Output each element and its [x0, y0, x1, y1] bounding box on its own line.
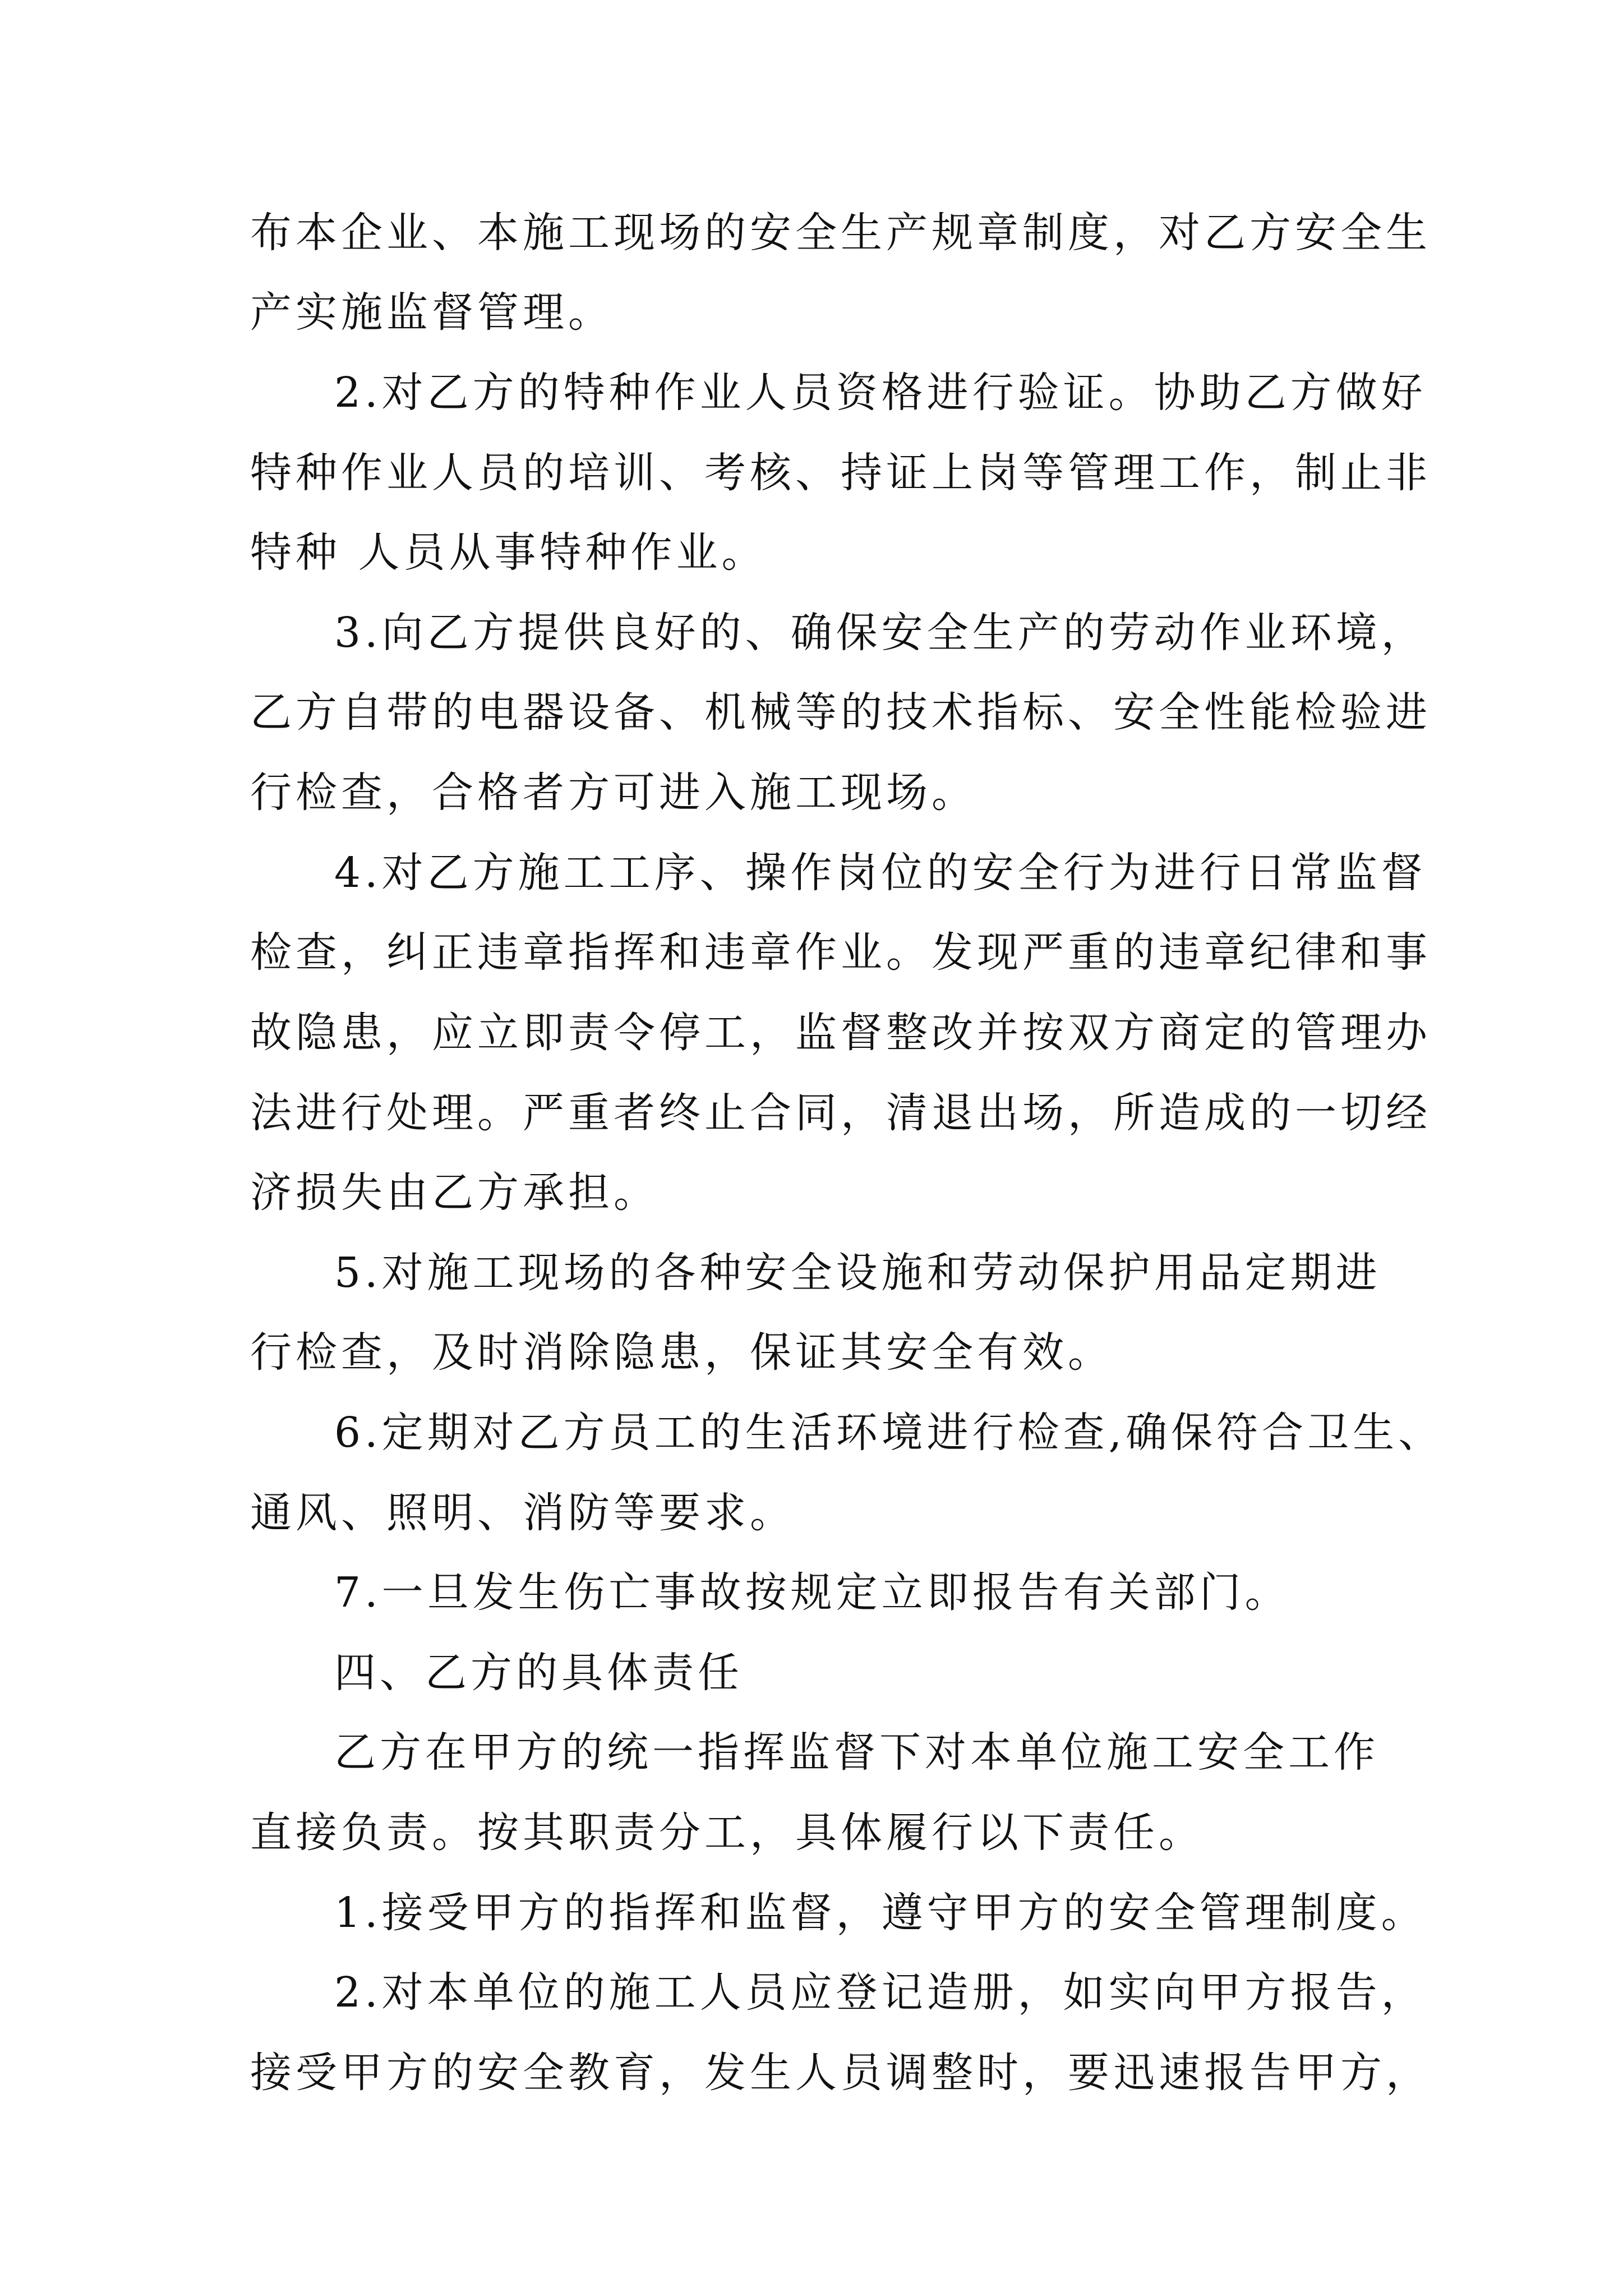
text-line-10: 检查，纠正违章指挥和违章作业。发现严重的违章纪律和事	[250, 928, 1431, 977]
text-line-4: 特种作业人员的培训、考核、持证上岗等管理工作，制止非	[250, 449, 1431, 497]
text-line-15: 行检查，及时消除隐患，保证其安全有效。	[250, 1328, 1113, 1377]
text-line-21: 直接负责。按其职责分工，具体履行以下责任。	[250, 1809, 1204, 1857]
text-line-16: 6.定期对乙方员工的生活环境进行检查,确保符合卫生、	[334, 1409, 1444, 1457]
text-line-8: 行检查，合格者方可进入施工现场。	[250, 769, 977, 817]
text-line-18: 7.一旦发生伤亡事故按规定立即报告有关部门。	[334, 1568, 1290, 1617]
text-line-12: 法进行处理。严重者终止合同，清退出场，所造成的一切经	[250, 1089, 1431, 1137]
section-heading: 四、乙方的具体责任	[334, 1649, 743, 1697]
text-line-22: 1.接受甲方的指挥和监督，遵守甲方的安全管理制度。	[334, 1889, 1427, 1937]
text-line-17: 通风、照明、消防等要求。	[250, 1489, 795, 1537]
text-line-7: 乙方自带的电器设备、机械等的技术指标、安全性能检验进	[250, 688, 1431, 737]
text-line-13: 济损失由乙方承担。	[250, 1168, 659, 1217]
text-line-24: 接受甲方的安全教育，发生人员调整时，要迅速报告甲方，	[250, 2049, 1431, 2097]
text-line-5: 特种 人员从事特种作业。	[250, 528, 767, 577]
text-line-14: 5.对施工现场的各种安全设施和劳动保护用品定期进	[334, 1249, 1381, 1297]
text-line-6: 3.向乙方提供良好的、确保安全生产的劳动作业环境，	[334, 609, 1427, 657]
text-line-9: 4.对乙方施工工序、操作岗位的安全行为进行日常监督	[334, 849, 1427, 897]
text-line-11: 故隐患，应立即责令停工，监督整改并按双方商定的管理办	[250, 1009, 1431, 1057]
text-line-20: 乙方在甲方的统一指挥监督下对本单位施工安全工作	[334, 1728, 1379, 1777]
text-line-3: 2.对乙方的特种作业人员资格进行验证。协助乙方做好	[334, 369, 1427, 417]
text-line-2: 产实施监督管理。	[250, 288, 614, 337]
text-line-23: 2.对本单位的施工人员应登记造册，如实向甲方报告，	[334, 1968, 1427, 2017]
text-line-1: 布本企业、本施工现场的安全生产规章制度，对乙方安全生	[250, 209, 1431, 257]
